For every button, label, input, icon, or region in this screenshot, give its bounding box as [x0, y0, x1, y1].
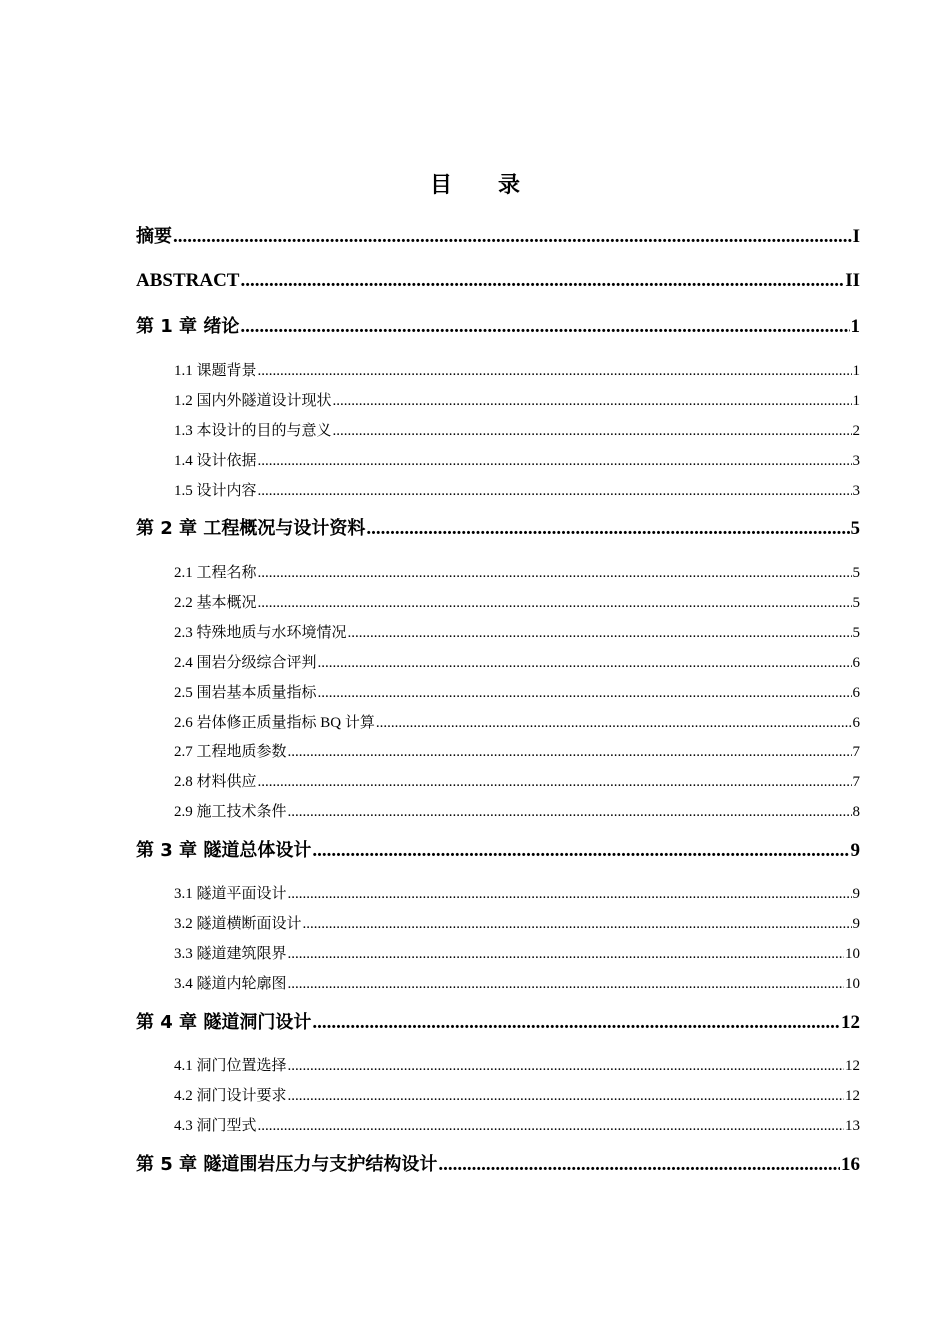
toc-section-entry[interactable] — [174, 678, 860, 702]
toc-entry-label: 第 1 章 绪论 — [136, 312, 239, 338]
toc-entry-label: 3.2 隧道横断面设计 — [174, 912, 302, 933]
toc-dot-leader — [258, 485, 852, 500]
toc-chapter-entry[interactable] — [136, 1152, 860, 1176]
toc-section-entry[interactable] — [174, 708, 860, 732]
toc-entry-page-number: 5 — [850, 518, 860, 539]
toc-entry-label: 3.4 隧道内轮廓图 — [174, 972, 287, 993]
toc-dot-leader — [288, 806, 852, 821]
toc-section-entry[interactable] — [174, 446, 860, 470]
toc-section-entry[interactable] — [174, 416, 860, 440]
toc-dot-leader — [438, 1157, 840, 1176]
toc-entry-page-number: I — [852, 226, 860, 247]
toc-chapter-entry[interactable] — [136, 268, 860, 292]
toc-title — [0, 168, 950, 199]
toc-dot-leader — [348, 627, 852, 642]
toc-chapter-entry[interactable] — [136, 1010, 860, 1034]
toc-entry-label: 2.6 岩体修正质量指标 BQ 计算 — [174, 711, 375, 732]
toc-section-entry[interactable] — [174, 939, 860, 963]
toc-section-entry[interactable] — [174, 558, 860, 582]
toc-entry-label: 4.1 洞门位置选择 — [174, 1054, 287, 1075]
toc-entry-label: 2.4 围岩分级综合评判 — [174, 651, 317, 672]
toc-entry-page-number: 5 — [852, 625, 860, 641]
toc-entry-page-number: 6 — [852, 715, 860, 731]
toc-section-entry[interactable] — [174, 767, 860, 791]
toc-section-entry[interactable] — [174, 909, 860, 933]
toc-entry-page-number: 2 — [852, 423, 860, 439]
toc-entry-label: 2.8 材料供应 — [174, 770, 257, 791]
toc-dot-leader — [288, 746, 852, 761]
toc-entry-label: 第 4 章 隧道洞门设计 — [136, 1008, 311, 1034]
toc-entry-page-number: 9 — [852, 886, 860, 902]
toc-section-entry[interactable] — [174, 588, 860, 612]
toc-entry-label: 2.3 特殊地质与水环境情况 — [174, 621, 347, 642]
toc-dot-leader — [288, 1060, 844, 1075]
toc-entry-label: ABSTRACT — [136, 270, 240, 291]
toc-title-part1: 目 — [429, 173, 452, 198]
toc-dot-leader — [173, 229, 852, 248]
toc-entry-page-number: 10 — [845, 976, 860, 992]
toc-dot-leader — [376, 717, 852, 732]
toc-entry-label: 1.5 设计内容 — [174, 479, 257, 500]
toc-dot-leader — [258, 776, 852, 791]
toc-dot-leader — [288, 948, 844, 963]
toc-entry-page-number: 5 — [852, 595, 860, 611]
toc-entry-page-number: 6 — [852, 655, 860, 671]
toc-section-entry[interactable] — [174, 476, 860, 500]
toc-section-entry[interactable] — [174, 879, 860, 903]
toc-entry-label: 4.3 洞门型式 — [174, 1114, 257, 1135]
toc-entry-page-number: 5 — [852, 565, 860, 581]
toc-entry-page-number: 12 — [845, 1058, 860, 1074]
toc-entry-label: 2.9 施工技术条件 — [174, 800, 287, 821]
toc-entry-page-number: 8 — [852, 804, 860, 820]
toc-entry-page-number: 10 — [845, 946, 860, 962]
toc-dot-leader — [258, 567, 852, 582]
toc-section-entry[interactable] — [174, 356, 860, 380]
toc-entry-label: 2.5 围岩基本质量指标 — [174, 681, 317, 702]
toc-entry-label: 第 2 章 工程概况与设计资料 — [136, 514, 365, 540]
toc-dot-leader — [312, 843, 849, 862]
toc-section-entry[interactable] — [174, 648, 860, 672]
toc-entry-label: 2.2 基本概况 — [174, 591, 257, 612]
toc-dot-leader — [240, 319, 849, 338]
toc-entry-page-number: 1 — [850, 316, 860, 337]
toc-chapter-entry[interactable] — [136, 516, 860, 540]
toc-dot-leader — [258, 455, 852, 470]
toc-dot-leader — [288, 1090, 844, 1105]
toc-entry-label: 第 5 章 隧道围岩压力与支护结构设计 — [136, 1150, 437, 1176]
toc-entry-page-number: 7 — [852, 744, 860, 760]
toc-entry-page-number: 12 — [841, 1012, 860, 1033]
toc-chapter-entry[interactable] — [136, 224, 860, 248]
toc-entry-page-number: 7 — [852, 774, 860, 790]
toc-chapter-entry[interactable] — [136, 838, 860, 862]
toc-section-entry[interactable] — [174, 618, 860, 642]
toc-section-entry[interactable] — [174, 1111, 860, 1135]
toc-dot-leader — [318, 657, 852, 672]
toc-entry-label: 1.3 本设计的目的与意义 — [174, 419, 332, 440]
toc-dot-leader — [312, 1015, 840, 1034]
toc-chapter-entry[interactable] — [136, 314, 860, 338]
toc-section-entry[interactable] — [174, 737, 860, 761]
toc-entry-label: 2.1 工程名称 — [174, 561, 257, 582]
toc-entry-label: 1.1 课题背景 — [174, 359, 257, 380]
toc-section-entry[interactable] — [174, 797, 860, 821]
toc-section-entry[interactable] — [174, 386, 860, 410]
toc-entry-label: 第 3 章 隧道总体设计 — [136, 836, 311, 862]
toc-entry-page-number: 3 — [852, 483, 860, 499]
toc-entry-page-number: 3 — [852, 453, 860, 469]
toc-entry-page-number: 9 — [852, 916, 860, 932]
toc-entry-page-number: 13 — [845, 1118, 860, 1134]
toc-dot-leader — [240, 273, 844, 292]
toc-section-entry[interactable] — [174, 969, 860, 993]
toc-entry-label: 2.7 工程地质参数 — [174, 740, 287, 761]
toc-entry-label: 摘要 — [136, 222, 172, 248]
toc-entry-label: 1.4 设计依据 — [174, 449, 257, 470]
toc-dot-leader — [366, 521, 849, 540]
toc-entry-page-number: II — [845, 270, 860, 291]
toc-entry-label: 1.2 国内外隧道设计现状 — [174, 389, 332, 410]
toc-dot-leader — [258, 365, 852, 380]
toc-section-entry[interactable] — [174, 1051, 860, 1075]
toc-entry-page-number: 1 — [852, 393, 860, 409]
toc-section-entry[interactable] — [174, 1081, 860, 1105]
toc-entry-page-number: 16 — [841, 1154, 860, 1175]
toc-entry-page-number: 9 — [850, 840, 860, 861]
toc-entry-label: 3.1 隧道平面设计 — [174, 882, 287, 903]
toc-entry-label: 3.3 隧道建筑限界 — [174, 942, 287, 963]
toc-entry-page-number: 6 — [852, 685, 860, 701]
toc-dot-leader — [318, 687, 852, 702]
toc-dot-leader — [258, 1120, 844, 1135]
toc-dot-leader — [288, 888, 852, 903]
toc-entry-page-number: 1 — [852, 363, 860, 379]
toc-dot-leader — [258, 597, 852, 612]
toc-entry-page-number: 12 — [845, 1088, 860, 1104]
toc-dot-leader — [303, 918, 852, 933]
toc-entry-label: 4.2 洞门设计要求 — [174, 1084, 287, 1105]
toc-dot-leader — [288, 978, 844, 993]
toc-dot-leader — [333, 425, 852, 440]
toc-dot-leader — [333, 395, 852, 410]
toc-title-part2: 录 — [498, 173, 521, 198]
